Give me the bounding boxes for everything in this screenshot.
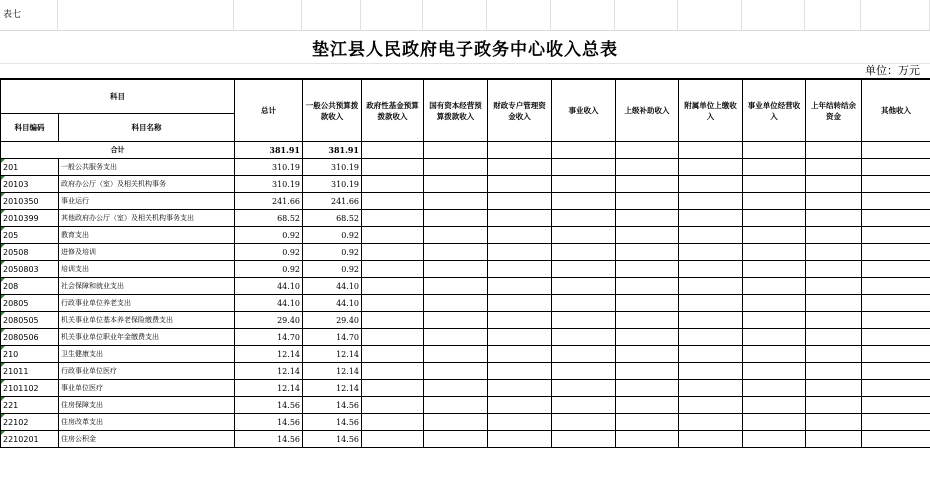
empty-cell[interactable] bbox=[552, 261, 616, 278]
empty-cell[interactable] bbox=[679, 193, 743, 210]
empty-cell[interactable] bbox=[362, 380, 424, 397]
empty-cell[interactable] bbox=[488, 414, 552, 431]
title-row bbox=[0, 31, 930, 64]
row-total[interactable]: 14.56 bbox=[235, 397, 303, 414]
header-carryover[interactable]: 上年结转结余资金 bbox=[806, 80, 862, 142]
empty-cell[interactable] bbox=[616, 278, 679, 295]
empty-cell[interactable] bbox=[362, 244, 424, 261]
empty-cell[interactable] bbox=[552, 278, 616, 295]
header-general-budget[interactable]: 一般公共预算拨款收入 bbox=[303, 80, 362, 142]
row-general-budget[interactable]: 14.56 bbox=[303, 397, 362, 414]
row-total[interactable]: 310.19 bbox=[235, 159, 303, 176]
empty-cell[interactable] bbox=[488, 380, 552, 397]
empty-cell[interactable] bbox=[488, 142, 552, 159]
empty-cell[interactable] bbox=[552, 380, 616, 397]
table-row bbox=[1, 380, 930, 397]
empty-cell[interactable] bbox=[616, 193, 679, 210]
row-code[interactable]: 210 bbox=[1, 346, 59, 363]
empty-cell[interactable] bbox=[862, 210, 930, 227]
empty-cell[interactable] bbox=[679, 363, 743, 380]
empty-cell[interactable] bbox=[743, 295, 806, 312]
empty-cell[interactable] bbox=[616, 176, 679, 193]
empty-cell[interactable] bbox=[488, 312, 552, 329]
empty-cell[interactable] bbox=[58, 0, 234, 30]
row-general-budget[interactable]: 44.10 bbox=[303, 278, 362, 295]
empty-cell[interactable] bbox=[862, 312, 930, 329]
empty-cell[interactable] bbox=[862, 176, 930, 193]
row-name[interactable]: 事业单位医疗 bbox=[59, 380, 235, 397]
table-row bbox=[1, 346, 930, 363]
empty-cell[interactable] bbox=[615, 0, 678, 30]
row-code[interactable]: 2101102 bbox=[1, 380, 59, 397]
empty-cell[interactable] bbox=[679, 312, 743, 329]
header-other[interactable]: 其他收入 bbox=[862, 80, 930, 142]
empty-cell[interactable] bbox=[806, 414, 862, 431]
empty-cell[interactable] bbox=[862, 244, 930, 261]
header-superior-subsidy[interactable]: 上级补助收入 bbox=[616, 80, 679, 142]
empty-cell[interactable] bbox=[552, 363, 616, 380]
empty-cell[interactable] bbox=[743, 397, 806, 414]
empty-cell[interactable] bbox=[361, 0, 423, 30]
row-total[interactable]: 12.14 bbox=[235, 346, 303, 363]
empty-cell[interactable] bbox=[487, 0, 551, 30]
table-row bbox=[1, 329, 930, 346]
empty-cell[interactable] bbox=[552, 227, 616, 244]
empty-cell[interactable] bbox=[678, 0, 742, 30]
empty-cell[interactable] bbox=[552, 159, 616, 176]
header-subject[interactable]: 科目 bbox=[1, 80, 235, 114]
empty-cell[interactable] bbox=[551, 0, 615, 30]
empty-cell[interactable] bbox=[488, 244, 552, 261]
empty-cell[interactable] bbox=[552, 431, 616, 448]
empty-cell[interactable] bbox=[806, 159, 862, 176]
header-fiscal-special[interactable]: 财政专户管理资金收入 bbox=[488, 80, 552, 142]
empty-cell[interactable] bbox=[424, 142, 488, 159]
empty-cell[interactable] bbox=[743, 312, 806, 329]
empty-cell[interactable] bbox=[862, 159, 930, 176]
row-total[interactable]: 310.19 bbox=[235, 176, 303, 193]
unit-label[interactable]: 单位：万元 bbox=[865, 64, 920, 77]
table-row bbox=[1, 312, 930, 329]
empty-cell[interactable] bbox=[362, 414, 424, 431]
empty-cell[interactable] bbox=[679, 176, 743, 193]
row-name[interactable]: 卫生健康支出 bbox=[59, 346, 235, 363]
empty-cell[interactable] bbox=[488, 193, 552, 210]
empty-cell[interactable] bbox=[679, 346, 743, 363]
row-general-budget[interactable]: 310.19 bbox=[303, 176, 362, 193]
row-total[interactable]: 12.14 bbox=[235, 380, 303, 397]
empty-cell[interactable] bbox=[488, 329, 552, 346]
empty-cell[interactable] bbox=[743, 176, 806, 193]
row-name[interactable]: 其他政府办公厅（室）及相关机构事务支出 bbox=[59, 210, 235, 227]
empty-cell[interactable] bbox=[616, 431, 679, 448]
empty-cell[interactable] bbox=[806, 380, 862, 397]
empty-cell[interactable] bbox=[862, 193, 930, 210]
empty-cell[interactable] bbox=[424, 380, 488, 397]
empty-cell[interactable] bbox=[616, 261, 679, 278]
row-name[interactable]: 住房改革支出 bbox=[59, 414, 235, 431]
table-row bbox=[1, 261, 930, 278]
empty-cell[interactable] bbox=[552, 295, 616, 312]
empty-cell[interactable] bbox=[552, 414, 616, 431]
row-general-budget[interactable]: 0.92 bbox=[303, 227, 362, 244]
empty-cell[interactable] bbox=[862, 142, 930, 159]
empty-cell[interactable] bbox=[552, 346, 616, 363]
empty-cell[interactable] bbox=[743, 363, 806, 380]
row-code[interactable]: 221 bbox=[1, 397, 59, 414]
empty-cell[interactable] bbox=[424, 346, 488, 363]
row-name[interactable]: 社会保障和就业支出 bbox=[59, 278, 235, 295]
empty-cell[interactable] bbox=[552, 244, 616, 261]
empty-cell[interactable] bbox=[423, 0, 487, 30]
empty-cell[interactable] bbox=[424, 278, 488, 295]
empty-cell[interactable] bbox=[616, 244, 679, 261]
row-code[interactable]: 21011 bbox=[1, 363, 59, 380]
empty-cell[interactable] bbox=[616, 227, 679, 244]
row-total[interactable]: 44.10 bbox=[235, 278, 303, 295]
empty-cell[interactable] bbox=[488, 210, 552, 227]
empty-cell[interactable] bbox=[362, 397, 424, 414]
row-name[interactable]: 一般公共服务支出 bbox=[59, 159, 235, 176]
empty-cell[interactable] bbox=[424, 397, 488, 414]
total-total[interactable]: 381.91 bbox=[235, 142, 303, 159]
empty-cell[interactable] bbox=[743, 329, 806, 346]
row-general-budget[interactable]: 310.19 bbox=[303, 159, 362, 176]
row-general-budget[interactable]: 241.66 bbox=[303, 193, 362, 210]
empty-cell[interactable] bbox=[742, 0, 805, 30]
empty-cell[interactable] bbox=[362, 346, 424, 363]
empty-cell[interactable] bbox=[743, 261, 806, 278]
row-general-budget[interactable]: 0.92 bbox=[303, 244, 362, 261]
empty-cell[interactable] bbox=[362, 227, 424, 244]
empty-cell[interactable] bbox=[616, 295, 679, 312]
empty-cell[interactable] bbox=[488, 363, 552, 380]
unit-row bbox=[0, 64, 930, 79]
empty-cell[interactable] bbox=[679, 295, 743, 312]
empty-cell[interactable] bbox=[488, 346, 552, 363]
empty-cell[interactable] bbox=[806, 210, 862, 227]
empty-cell[interactable] bbox=[806, 176, 862, 193]
empty-cell[interactable] bbox=[424, 193, 488, 210]
empty-cell[interactable] bbox=[488, 278, 552, 295]
empty-cell[interactable] bbox=[679, 210, 743, 227]
empty-cell[interactable] bbox=[862, 346, 930, 363]
table-row bbox=[1, 295, 930, 312]
empty-cell[interactable] bbox=[861, 0, 930, 30]
empty-cell[interactable] bbox=[679, 244, 743, 261]
sheet-tag[interactable]: 表七 bbox=[0, 0, 58, 30]
empty-cell[interactable] bbox=[488, 431, 552, 448]
empty-cell[interactable] bbox=[488, 176, 552, 193]
row-name[interactable]: 行政事业单位养老支出 bbox=[59, 295, 235, 312]
table-row bbox=[1, 227, 930, 244]
empty-cell[interactable] bbox=[362, 210, 424, 227]
empty-cell[interactable] bbox=[552, 312, 616, 329]
header-total[interactable]: 总计 bbox=[235, 80, 303, 142]
empty-cell[interactable] bbox=[806, 312, 862, 329]
empty-cell[interactable] bbox=[616, 363, 679, 380]
empty-cell[interactable] bbox=[743, 227, 806, 244]
empty-cell[interactable] bbox=[806, 244, 862, 261]
empty-cell[interactable] bbox=[424, 312, 488, 329]
empty-cell[interactable] bbox=[424, 295, 488, 312]
empty-cell[interactable] bbox=[552, 210, 616, 227]
total-label[interactable]: 合计 bbox=[1, 142, 235, 159]
row-code[interactable]: 2210201 bbox=[1, 431, 59, 448]
empty-cell[interactable] bbox=[679, 380, 743, 397]
empty-cell[interactable] bbox=[862, 380, 930, 397]
empty-cell[interactable] bbox=[862, 397, 930, 414]
row-total[interactable]: 0.92 bbox=[235, 261, 303, 278]
empty-cell[interactable] bbox=[362, 159, 424, 176]
empty-cell[interactable] bbox=[679, 414, 743, 431]
empty-cell[interactable] bbox=[424, 227, 488, 244]
empty-cell[interactable] bbox=[616, 380, 679, 397]
empty-cell[interactable] bbox=[806, 397, 862, 414]
row-total[interactable]: 241.66 bbox=[235, 193, 303, 210]
empty-cell[interactable] bbox=[679, 397, 743, 414]
row-total[interactable]: 68.52 bbox=[235, 210, 303, 227]
table-row bbox=[1, 210, 930, 227]
row-name[interactable]: 住房公积金 bbox=[59, 431, 235, 448]
total-general-budget[interactable]: 381.91 bbox=[303, 142, 362, 159]
empty-cell[interactable] bbox=[743, 278, 806, 295]
empty-cell[interactable] bbox=[806, 227, 862, 244]
empty-cell[interactable] bbox=[805, 0, 861, 30]
row-code[interactable]: 22102 bbox=[1, 414, 59, 431]
table-row bbox=[1, 278, 930, 295]
empty-cell[interactable] bbox=[424, 414, 488, 431]
row-general-budget[interactable]: 44.10 bbox=[303, 295, 362, 312]
empty-cell[interactable] bbox=[616, 312, 679, 329]
empty-cell[interactable] bbox=[806, 261, 862, 278]
empty-cell[interactable] bbox=[552, 142, 616, 159]
empty-cell[interactable] bbox=[552, 397, 616, 414]
empty-cell[interactable] bbox=[862, 329, 930, 346]
row-code[interactable]: 2010399 bbox=[1, 210, 59, 227]
row-name[interactable]: 机关事业单位职业年金缴费支出 bbox=[59, 329, 235, 346]
empty-cell[interactable] bbox=[679, 278, 743, 295]
row-total[interactable]: 0.92 bbox=[235, 244, 303, 261]
row-code[interactable]: 208 bbox=[1, 278, 59, 295]
row-general-budget[interactable]: 29.40 bbox=[303, 312, 362, 329]
empty-cell[interactable] bbox=[862, 363, 930, 380]
row-code[interactable]: 20805 bbox=[1, 295, 59, 312]
empty-cell[interactable] bbox=[234, 0, 302, 30]
empty-cell[interactable] bbox=[362, 312, 424, 329]
row-code[interactable]: 2080506 bbox=[1, 329, 59, 346]
header-affiliated[interactable]: 附属单位上缴收入 bbox=[679, 80, 743, 142]
row-general-budget[interactable]: 12.14 bbox=[303, 363, 362, 380]
empty-cell[interactable] bbox=[362, 193, 424, 210]
empty-cell[interactable] bbox=[806, 193, 862, 210]
empty-cell[interactable] bbox=[806, 329, 862, 346]
header-name[interactable]: 科目名称 bbox=[59, 114, 235, 142]
empty-cell[interactable] bbox=[743, 193, 806, 210]
empty-cell[interactable] bbox=[424, 431, 488, 448]
table-row bbox=[1, 159, 930, 176]
row-total[interactable]: 14.56 bbox=[235, 431, 303, 448]
row-total[interactable]: 29.40 bbox=[235, 312, 303, 329]
table-row bbox=[1, 176, 930, 193]
empty-cell[interactable] bbox=[806, 431, 862, 448]
empty-cell[interactable] bbox=[424, 159, 488, 176]
empty-cell[interactable] bbox=[552, 176, 616, 193]
empty-cell[interactable] bbox=[679, 227, 743, 244]
empty-cell[interactable] bbox=[362, 329, 424, 346]
empty-cell[interactable] bbox=[616, 346, 679, 363]
empty-cell[interactable] bbox=[806, 278, 862, 295]
row-total[interactable]: 14.70 bbox=[235, 329, 303, 346]
empty-cell[interactable] bbox=[806, 142, 862, 159]
empty-cell[interactable] bbox=[488, 397, 552, 414]
table-row bbox=[1, 363, 930, 380]
empty-cell[interactable] bbox=[362, 176, 424, 193]
empty-cell[interactable] bbox=[743, 210, 806, 227]
header-gov-fund[interactable]: 政府性基金预算拨款收入 bbox=[362, 80, 424, 142]
empty-cell[interactable] bbox=[679, 261, 743, 278]
empty-cell[interactable] bbox=[616, 414, 679, 431]
empty-cell[interactable] bbox=[616, 329, 679, 346]
empty-cell[interactable] bbox=[743, 431, 806, 448]
row-total[interactable]: 14.56 bbox=[235, 414, 303, 431]
row-code[interactable]: 2050803 bbox=[1, 261, 59, 278]
empty-cell[interactable] bbox=[862, 431, 930, 448]
empty-cell[interactable] bbox=[424, 261, 488, 278]
empty-cell[interactable] bbox=[862, 414, 930, 431]
empty-cell[interactable] bbox=[862, 227, 930, 244]
table-row bbox=[1, 414, 930, 431]
header-business[interactable]: 事业收入 bbox=[552, 80, 616, 142]
empty-cell[interactable] bbox=[424, 363, 488, 380]
empty-cell[interactable] bbox=[679, 159, 743, 176]
empty-cell[interactable] bbox=[743, 142, 806, 159]
empty-cell[interactable] bbox=[862, 261, 930, 278]
empty-cell[interactable] bbox=[862, 295, 930, 312]
empty-cell[interactable] bbox=[424, 210, 488, 227]
row-code[interactable]: 2010350 bbox=[1, 193, 59, 210]
row-name[interactable]: 政府办公厅（室）及相关机构事务 bbox=[59, 176, 235, 193]
page-title[interactable]: 垫江县人民政府电子政务中心收入总表 bbox=[312, 39, 618, 60]
header-operating[interactable]: 事业单位经营收入 bbox=[743, 80, 806, 142]
table-row bbox=[1, 431, 930, 448]
row-code[interactable]: 2080505 bbox=[1, 312, 59, 329]
row-total[interactable]: 12.14 bbox=[235, 363, 303, 380]
empty-cell[interactable] bbox=[743, 380, 806, 397]
empty-cell[interactable] bbox=[488, 227, 552, 244]
empty-cell[interactable] bbox=[362, 278, 424, 295]
sheet-tag-row bbox=[0, 0, 930, 31]
table-row bbox=[1, 397, 930, 414]
row-name[interactable]: 事业运行 bbox=[59, 193, 235, 210]
empty-cell[interactable] bbox=[362, 431, 424, 448]
empty-cell[interactable] bbox=[743, 414, 806, 431]
row-general-budget[interactable]: 14.56 bbox=[303, 431, 362, 448]
row-general-budget[interactable]: 14.56 bbox=[303, 414, 362, 431]
row-general-budget[interactable]: 68.52 bbox=[303, 210, 362, 227]
total-row bbox=[1, 142, 930, 159]
empty-cell[interactable] bbox=[806, 295, 862, 312]
row-total[interactable]: 0.92 bbox=[235, 227, 303, 244]
row-general-budget[interactable]: 12.14 bbox=[303, 346, 362, 363]
empty-cell[interactable] bbox=[679, 142, 743, 159]
empty-cell[interactable] bbox=[488, 295, 552, 312]
empty-cell[interactable] bbox=[488, 261, 552, 278]
row-name[interactable]: 培训支出 bbox=[59, 261, 235, 278]
table-row bbox=[1, 193, 930, 210]
row-code[interactable]: 20508 bbox=[1, 244, 59, 261]
empty-cell[interactable] bbox=[679, 329, 743, 346]
empty-cell[interactable] bbox=[679, 431, 743, 448]
empty-cell[interactable] bbox=[806, 346, 862, 363]
empty-cell[interactable] bbox=[488, 159, 552, 176]
row-name[interactable]: 行政事业单位医疗 bbox=[59, 363, 235, 380]
empty-cell[interactable] bbox=[362, 363, 424, 380]
empty-cell[interactable] bbox=[743, 244, 806, 261]
empty-cell[interactable] bbox=[616, 210, 679, 227]
empty-cell[interactable] bbox=[362, 295, 424, 312]
header-code[interactable]: 科目编码 bbox=[1, 114, 59, 142]
empty-cell[interactable] bbox=[616, 397, 679, 414]
empty-cell[interactable] bbox=[862, 278, 930, 295]
empty-cell[interactable] bbox=[424, 176, 488, 193]
row-general-budget[interactable]: 0.92 bbox=[303, 261, 362, 278]
header-state-capital[interactable]: 国有资本经营预算拨款收入 bbox=[424, 80, 488, 142]
empty-cell[interactable] bbox=[552, 193, 616, 210]
row-name[interactable]: 住房保障支出 bbox=[59, 397, 235, 414]
row-code[interactable]: 205 bbox=[1, 227, 59, 244]
row-code[interactable]: 20103 bbox=[1, 176, 59, 193]
empty-cell[interactable] bbox=[302, 0, 361, 30]
table-row bbox=[1, 244, 930, 261]
empty-cell[interactable] bbox=[424, 244, 488, 261]
row-name[interactable]: 教育支出 bbox=[59, 227, 235, 244]
empty-cell[interactable] bbox=[424, 329, 488, 346]
empty-cell[interactable] bbox=[362, 261, 424, 278]
empty-cell[interactable] bbox=[616, 159, 679, 176]
income-table bbox=[0, 79, 930, 448]
empty-cell[interactable] bbox=[362, 142, 424, 159]
empty-cell[interactable] bbox=[743, 346, 806, 363]
empty-cell[interactable] bbox=[806, 363, 862, 380]
row-name[interactable]: 机关事业单位基本养老保险缴费支出 bbox=[59, 312, 235, 329]
empty-cell[interactable] bbox=[616, 142, 679, 159]
row-total[interactable]: 44.10 bbox=[235, 295, 303, 312]
empty-cell[interactable] bbox=[552, 329, 616, 346]
row-code[interactable]: 201 bbox=[1, 159, 59, 176]
row-general-budget[interactable]: 12.14 bbox=[303, 380, 362, 397]
row-general-budget[interactable]: 14.70 bbox=[303, 329, 362, 346]
empty-cell[interactable] bbox=[743, 159, 806, 176]
row-name[interactable]: 进修及培训 bbox=[59, 244, 235, 261]
